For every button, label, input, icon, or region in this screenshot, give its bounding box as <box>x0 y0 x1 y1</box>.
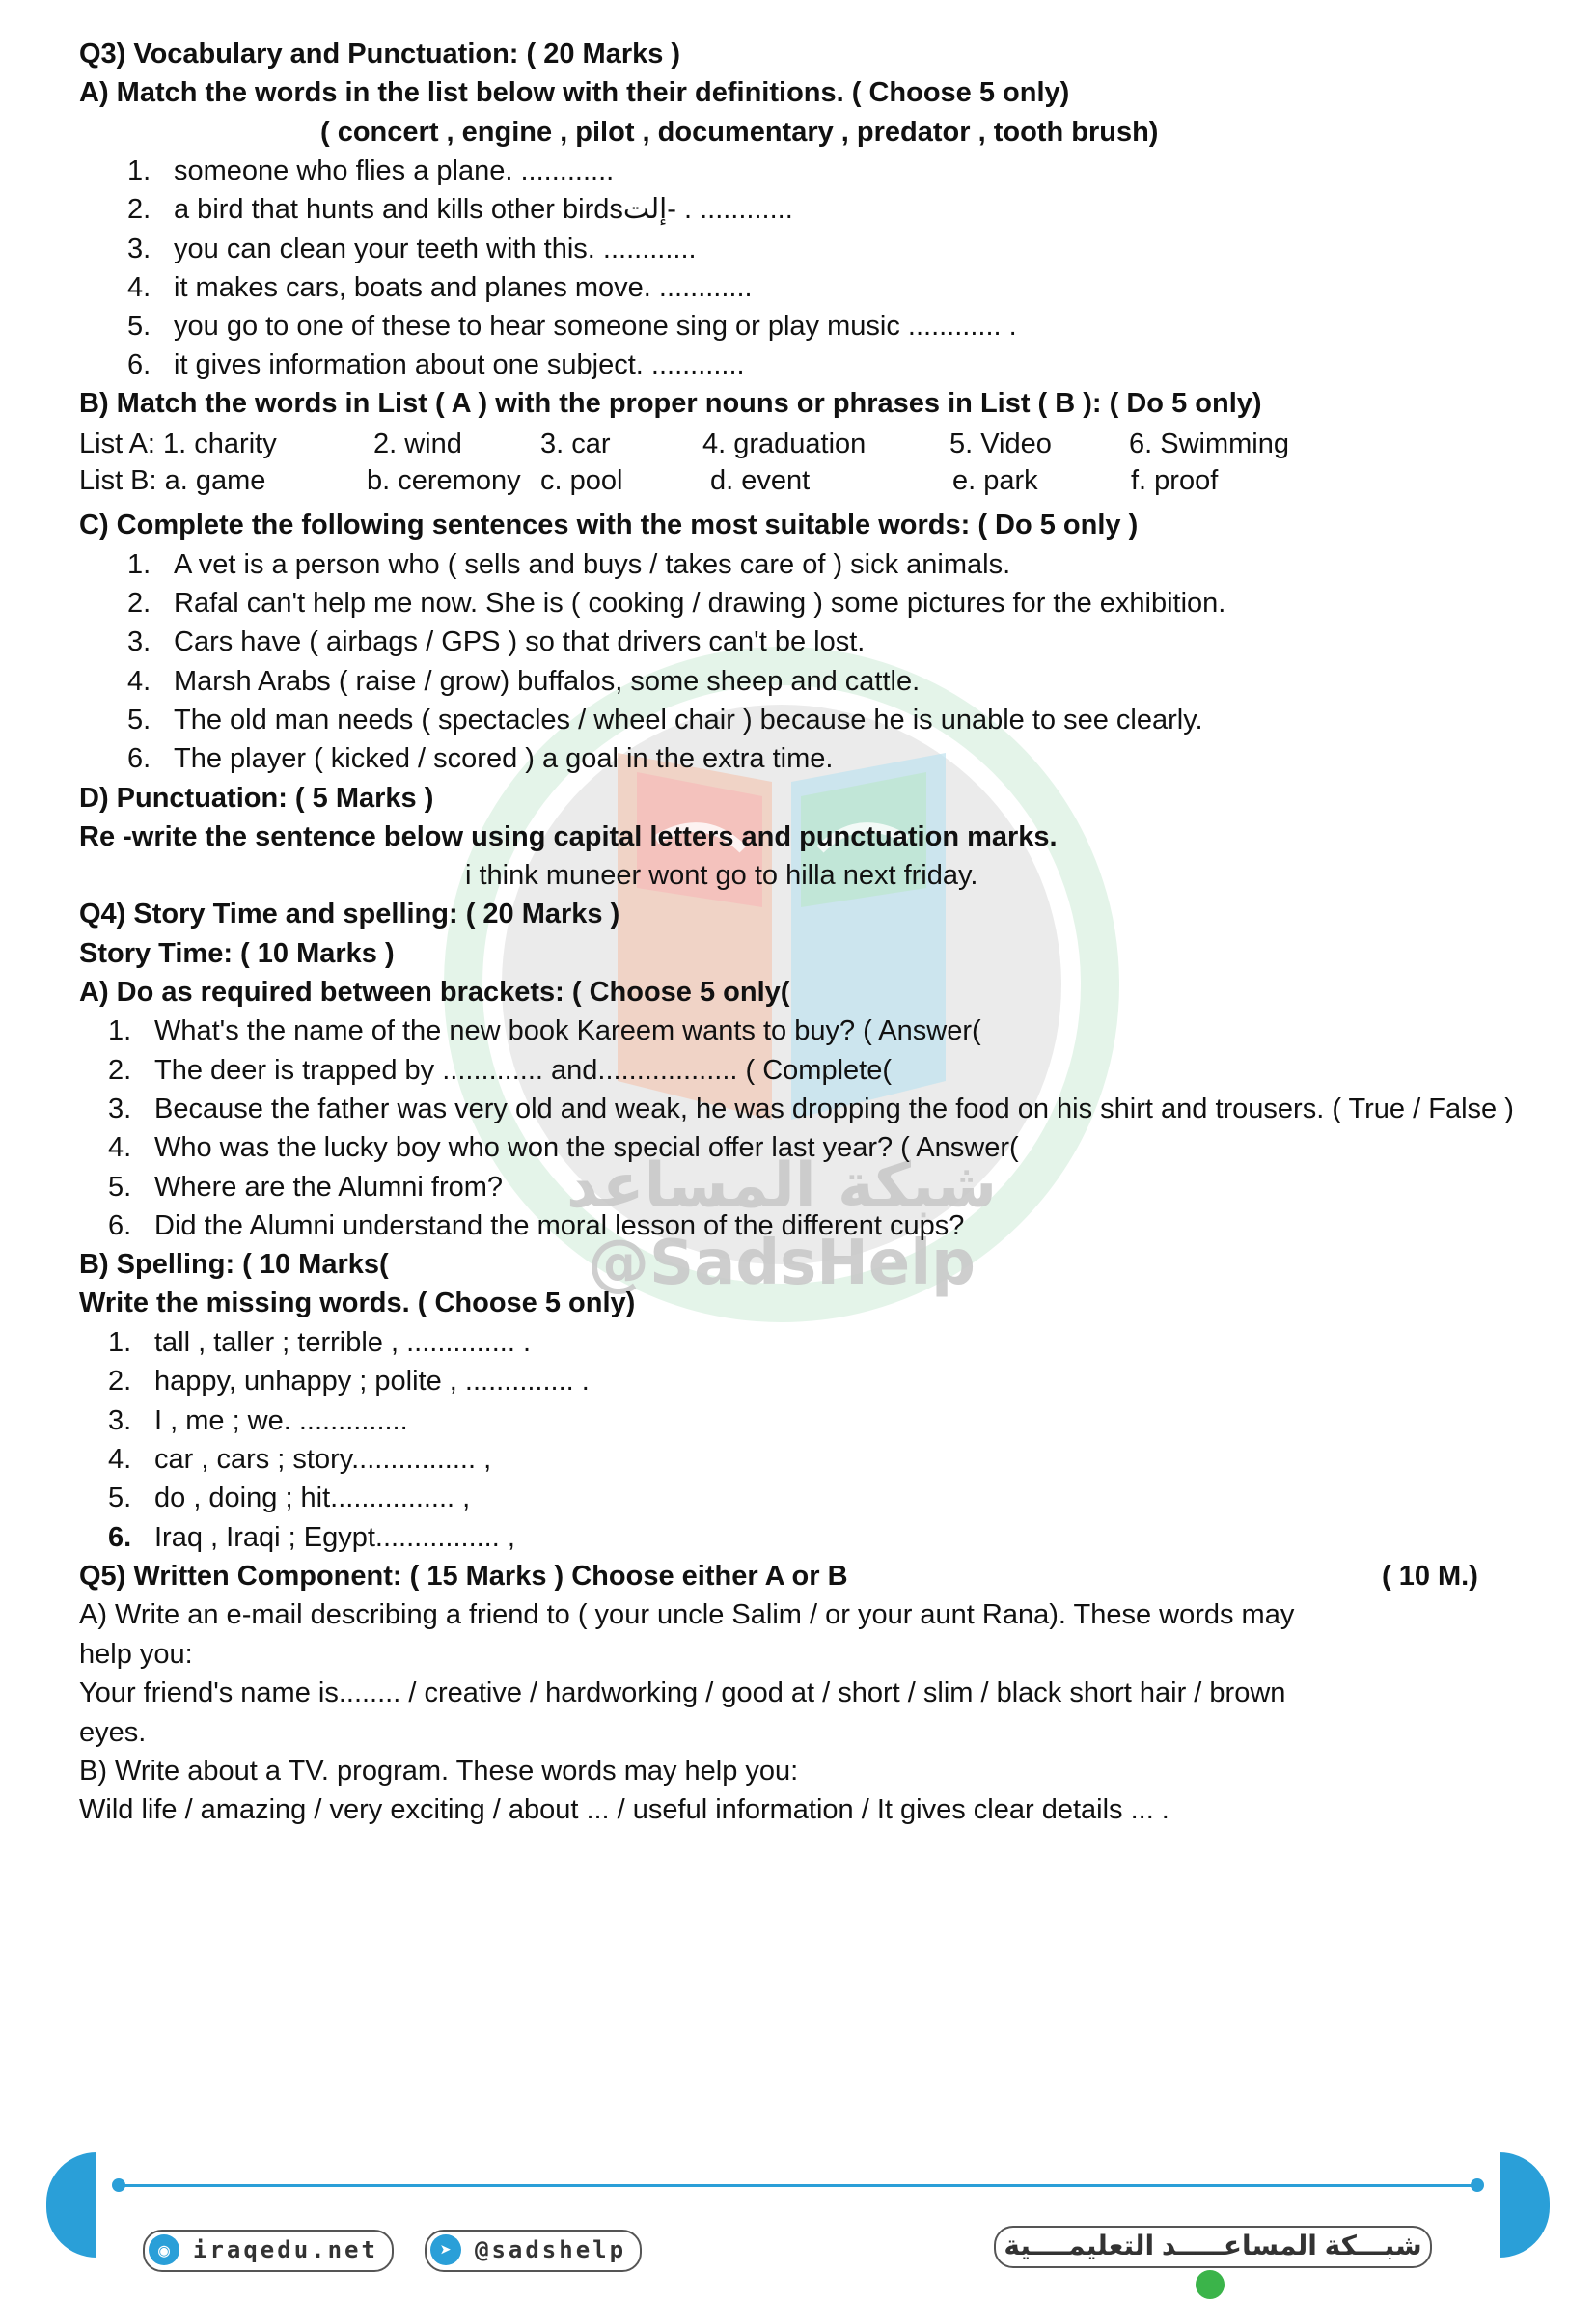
list-item: 3. Cars have ( airbags / GPS ) so that drivers can't be lost. <box>127 626 866 657</box>
footer-website-link[interactable]: ◉ iraqedu.net <box>143 2230 394 2272</box>
q4-title: Q4) Story Time and spelling: ( 20 Marks ) <box>79 899 620 929</box>
list-item: 1. someone who flies a plane. ............ <box>127 155 615 186</box>
list-item: 6. it gives information about one subject. ............ <box>127 349 745 380</box>
list-item: 1. A vet is a person who ( sells and buys / takes care of ) sick animals. <box>127 549 1011 580</box>
footer-arabic-name: شبـــكة المساعـــــد التعليمــــية <box>994 2226 1432 2268</box>
list-a-item: 4. graduation <box>702 429 867 459</box>
list-a-item: 6. Swimming <box>1129 429 1289 459</box>
list-item: 3. Because the father was very old and weak, he was dropping the food on his shirt and trousers. ( True / False ) <box>108 1094 1514 1124</box>
list-item: 6. Iraq , Iraqi ; Egypt................ , <box>108 1522 515 1553</box>
list-item: 5. The old man needs ( spectacles / wheel chair ) because he is unable to see clearly. <box>127 705 1203 735</box>
footer-dot <box>1471 2178 1484 2192</box>
list-item: 6. Did the Alumni understand the moral lesson of the different cups? <box>108 1210 965 1241</box>
q5-title: Q5) Written Component: ( 15 Marks ) Choose either A or B <box>79 1561 848 1592</box>
list-item: 5. do , doing ; hit................ , <box>108 1483 471 1513</box>
q5-b-words: Wild life / amazing / very exciting / about ... / useful information / It gives clear details ... . <box>79 1794 1169 1825</box>
list-b-item: List B: a. game <box>79 465 266 496</box>
page-footer <box>0 2152 1596 2263</box>
list-item: 3. I , me ; we. .............. <box>108 1405 408 1436</box>
footer-right-cap <box>1500 2152 1550 2258</box>
q5-a-line: A) Write an e-mail describing a friend to ( your uncle Salim / or your aunt Rana). These words may <box>79 1599 1295 1630</box>
footer-divider <box>116 2184 1476 2187</box>
list-item: 4. Who was the lucky boy who won the special offer last year? ( Answer( <box>108 1132 1019 1163</box>
q3-d-instruction: Re -write the sentence below using capital letters and punctuation marks. <box>79 821 1058 852</box>
footer-telegram-link[interactable]: ➤ @sadshelp <box>425 2230 642 2272</box>
list-item: 3. you can clean your teeth with this. ............ <box>127 234 697 264</box>
list-b-item: e. park <box>952 465 1038 496</box>
footer-left-cap <box>46 2152 96 2258</box>
q3-d-title: D) Punctuation: ( 5 Marks ) <box>79 783 434 814</box>
q5-a-words: Your friend's name is........ / creative / hardworking / good at / short / slim / black short hair / brown <box>79 1677 1286 1708</box>
list-b-item: c. pool <box>540 465 623 496</box>
list-item: 1. tall , taller ; terrible , .............. . <box>108 1327 531 1358</box>
list-item: 4. it makes cars, boats and planes move. ............ <box>127 272 753 303</box>
list-item: 4. Marsh Arabs ( raise / grow) buffalos, some sheep and cattle. <box>127 666 921 697</box>
q5-marks: ( 10 M.) <box>1382 1561 1478 1592</box>
list-b-item: b. ceremony <box>367 465 521 496</box>
list-b-item: f. proof <box>1131 465 1219 496</box>
q5-a-line: help you: <box>79 1639 193 1670</box>
q3-title: Q3) Vocabulary and Punctuation: ( 20 Marks ) <box>79 39 681 69</box>
watermark-arabic: شبكة المساعد <box>565 1150 998 1222</box>
q3-a-word-list: ( concert , engine , pilot , documentary , predator , tooth brush) <box>320 117 1159 148</box>
list-item: 1. What's the name of the new book Kareem wants to buy? ( Answer( <box>108 1015 981 1046</box>
list-b-item: d. event <box>710 465 811 496</box>
list-item: 5. you go to one of these to hear someone sing or play music ............ . <box>127 311 1017 342</box>
list-item: 2. happy, unhappy ; polite , .............. . <box>108 1366 590 1397</box>
list-a-item: 5. Video <box>949 429 1052 459</box>
q4-b-title: B) Spelling: ( 10 Marks( <box>79 1249 389 1280</box>
list-item: 2. a bird that hunts and kills other birdsإلت- . ............ <box>127 194 793 225</box>
list-item: 2. The deer is trapped by ............. and.................. ( Complete( <box>108 1055 892 1086</box>
play-icon <box>1196 2270 1225 2299</box>
q3-d-sentence: i think muneer wont go to hilla next friday. <box>465 860 978 891</box>
q3-b-title: B) Match the words in List ( A ) with the proper nouns or phrases in List ( B ): ( Do 5 only) <box>79 388 1262 419</box>
q5-b-line: B) Write about a TV. program. These words may help you: <box>79 1756 799 1787</box>
list-a-item: List A: 1. charity <box>79 429 277 459</box>
q3-a-title: A) Match the words in the list below with their definitions. ( Choose 5 only) <box>79 77 1070 108</box>
q4-b-instruction: Write the missing words. ( Choose 5 only) <box>79 1288 636 1318</box>
list-item: 6. The player ( kicked / scored ) a goal in the extra time. <box>127 743 834 774</box>
q3-c-title: C) Complete the following sentences with the most suitable words: ( Do 5 only ) <box>79 510 1139 541</box>
list-item: 5. Where are the Alumni from? <box>108 1172 504 1203</box>
list-item: 2. Rafal can't help me now. She is ( cooking / drawing ) some pictures for the exhibition. <box>127 588 1226 619</box>
q4-a-title: A) Do as required between brackets: ( Choose 5 only( <box>79 977 790 1008</box>
list-a-item: 3. car <box>540 429 611 459</box>
list-a-item: 2. wind <box>373 429 462 459</box>
q5-a-words: eyes. <box>79 1717 147 1748</box>
q4-story-title: Story Time: ( 10 Marks ) <box>79 938 395 969</box>
globe-icon: ◉ <box>149 2234 179 2265</box>
watermark-handle: @SadsHelp <box>588 1228 976 1299</box>
list-item: 4. car , cars ; story................ , <box>108 1444 492 1475</box>
telegram-icon: ➤ <box>430 2234 461 2265</box>
